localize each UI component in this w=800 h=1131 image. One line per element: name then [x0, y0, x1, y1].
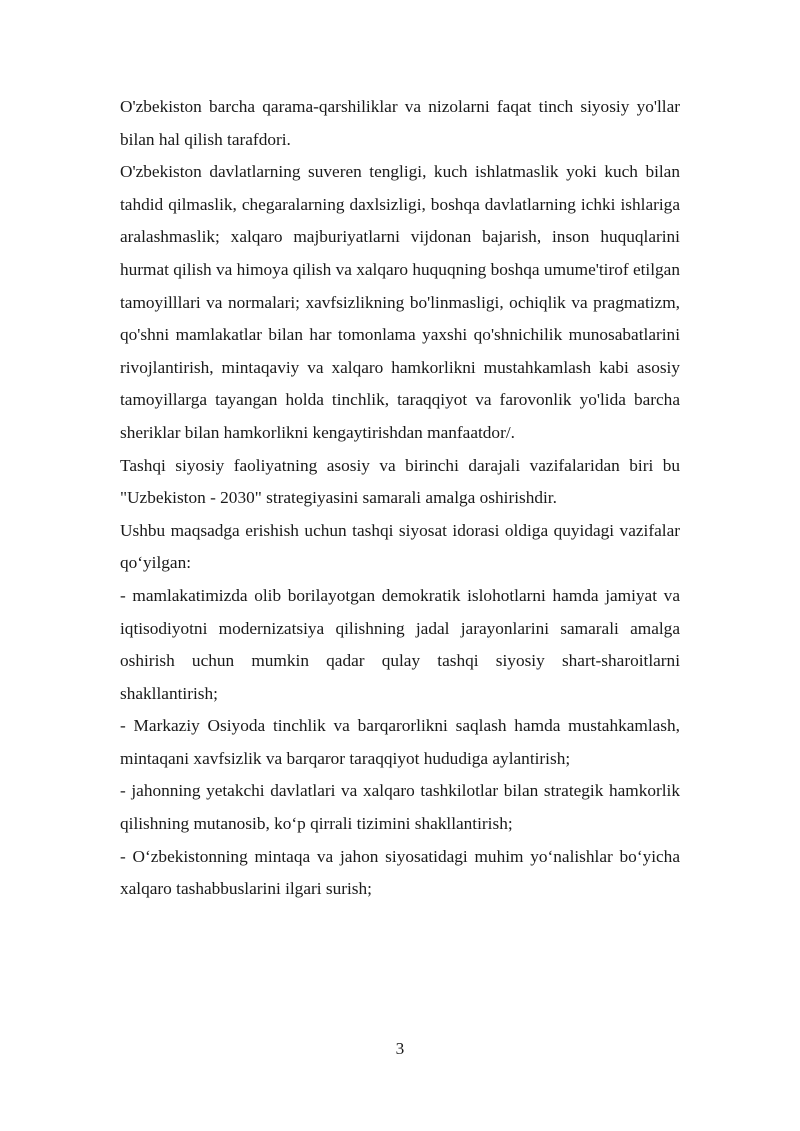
list-item-international-initiatives: - O‘zbekistonning mintaqa va jahon siyosatidagi muhim yo‘nalishlar bo‘yicha xalqaro tashabbuslarini ilgari surish; — [120, 846, 680, 899]
page-content — [120, 91, 680, 906]
page-number: 3 — [395, 1039, 405, 1058]
paragraph-principles: O'zbekiston davlatlarning suveren tengligi, kuch ishlatmaslik yoki kuch bilan tahdid qilmaslik, chegaralarning daxlsizligi, boshqa davlatlarning ichki ishlariga aralashmaslik; xalqaro majburiyatlarni vijdonan bajarish, inson huquqlarini hurmat qilish va himoya qilish va xalqaro huquqning boshqa umume'tirof etilgan tamoyilllari va normalari; xavfsizlikning bo'linmasligi, ochiqlik va pragmatizm, qo'shni mamlakatlar bilan har tomonlama yaxshi qo'shnichilik munosabatlarini rivojlantirish, mintaqaviy va xalqaro hamkorlikni mustahkamlash kabi asosiy tamoyillarga tayangan holda tinchlik, taraqqiyot va farovonlik yo'lida barcha sheriklar bilan hamkorlikni kengaytirishdan manfaatdor/. — [120, 162, 680, 442]
paragraph-tasks-intro: Ushbu maqsadga erishish uchun tashqi siyosat idorasi oldiga quyidagi vazifalar qo‘yilgan: — [120, 520, 680, 573]
list-item-strategic-partnership: - jahonning yetakchi davlatlari va xalqaro tashkilotlar bilan strategik hamkorlik qilishning mutanosib, ko‘p qirrali tizimini shakllantirish; — [120, 781, 680, 834]
paragraph-strategy-2030: Tashqi siyosiy faoliyatning asosiy va birinchi darajali vazifalaridan biri bu "Uzbekiston - 2030" strategiyasini samarali amalga oshirishdir. — [120, 455, 680, 508]
list-item-central-asia: - Markaziy Osiyoda tinchlik va barqarorlikni saqlash hamda mustahkamlash, mintaqani xavfsizlik va barqaror taraqqiyot hududiga aylantirish; — [120, 716, 680, 768]
list-item-reforms: - mamlakatimizda olib borilayotgan demokratik islohotlarni hamda jamiyat va iqtisodiyotni modernizatsiya qilishning jadal jarayonlarini samarali amalga oshirish uchun mumkin qadar qulay tashqi siyosiy shart-sharoitlarni shakllantirish; — [120, 585, 680, 703]
paragraph-peaceful-resolution: O'zbekiston barcha qarama-qarshiliklar va nizolarni faqat tinch siyosiy yo'llar bilan hal qilish tarafdori. — [120, 97, 680, 149]
